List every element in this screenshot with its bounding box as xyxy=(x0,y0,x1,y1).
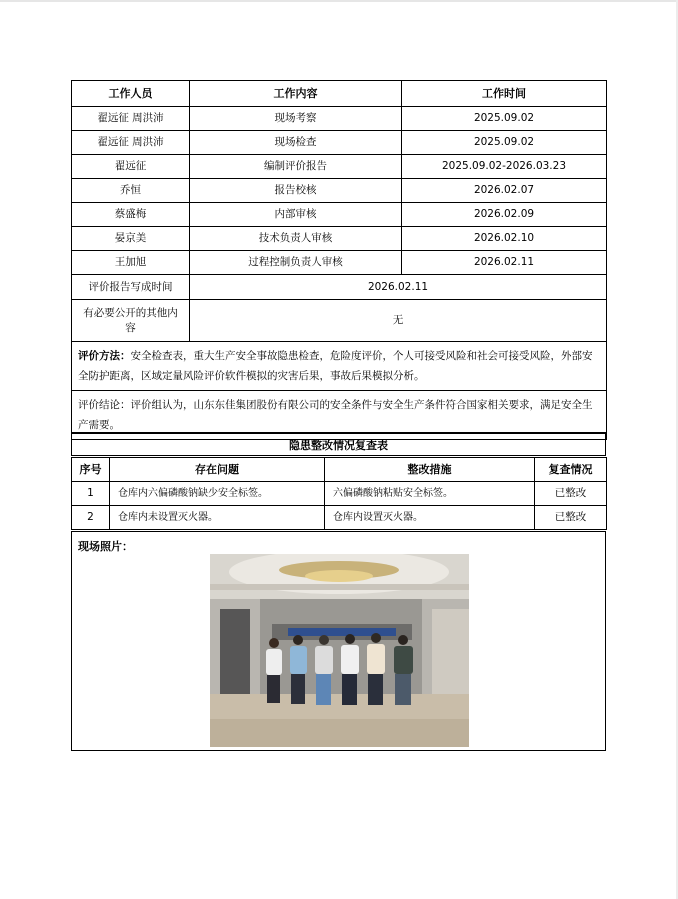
conclusion-cell: 评价结论：评价组认为，山东东佳集团股份有限公司的安全条件与安全生产条件符合国家相关要求，满足安全生产需要。 xyxy=(72,391,607,440)
time-cell: 2026.02.07 xyxy=(402,179,607,203)
photo-label: 现场照片： xyxy=(78,540,133,553)
issues-table-title: 隐患整改情况复查表 xyxy=(71,432,606,456)
person-cell: 翟远征 周洪沛 xyxy=(72,107,190,131)
time-cell: 2026.02.11 xyxy=(402,251,607,275)
method-text: 安全检查表，重大生产安全事故隐患检查，危险度评价，个人可接受风险和社会可接受风险，外部安全防护距离，区域定量风险评价软件模拟的灾害后果，事故后果模拟分析。 xyxy=(78,350,593,382)
task-cell: 技术负责人审核 xyxy=(190,227,402,251)
method-cell xyxy=(72,342,607,391)
report-date-label: 评价报告写成时间 xyxy=(72,275,190,300)
issue-cell: 仓库内未设置灭火器。 xyxy=(110,506,325,530)
header-fix: 整改措施 xyxy=(325,458,535,482)
time-cell: 2025.09.02-2026.03.23 xyxy=(402,155,607,179)
task-cell: 过程控制负责人审核 xyxy=(190,251,402,275)
number-cell: 2 xyxy=(72,506,110,530)
time-cell: 2026.02.10 xyxy=(402,227,607,251)
task-cell: 编制评价报告 xyxy=(190,155,402,179)
table-header-row xyxy=(72,81,607,107)
person-cell: 王加旭 xyxy=(72,251,190,275)
site-photo-section xyxy=(71,531,606,751)
header-number: 序号 xyxy=(72,458,110,482)
header-status: 复查情况 xyxy=(535,458,607,482)
issues-header-row xyxy=(72,458,607,482)
table-row xyxy=(72,155,607,179)
table-row xyxy=(72,179,607,203)
task-cell: 现场考察 xyxy=(190,107,402,131)
time-cell: 2025.09.02 xyxy=(402,131,607,155)
table-row xyxy=(72,482,607,506)
table-row xyxy=(72,203,607,227)
table-row xyxy=(72,227,607,251)
issue-cell: 仓库内六偏磷酸钠缺少安全标签。 xyxy=(110,482,325,506)
status-cell: 已整改 xyxy=(535,506,607,530)
task-cell: 现场检查 xyxy=(190,131,402,155)
time-cell: 2026.02.09 xyxy=(402,203,607,227)
method-row xyxy=(72,342,607,391)
table-row xyxy=(72,131,607,155)
person-cell: 翟远征 xyxy=(72,155,190,179)
disclosure-row xyxy=(72,300,607,342)
table-row xyxy=(72,107,607,131)
person-cell: 翟远征 周洪沛 xyxy=(72,131,190,155)
fix-cell: 仓库内设置灭火器。 xyxy=(325,506,535,530)
report-date-value: 2026.02.11 xyxy=(190,275,607,300)
disclosure-value: 无 xyxy=(190,300,607,342)
person-cell: 蔡盛梅 xyxy=(72,203,190,227)
issues-review-table xyxy=(71,457,607,530)
task-cell: 报告校核 xyxy=(190,179,402,203)
page-top-edge xyxy=(0,0,678,2)
person-cell: 晏京美 xyxy=(72,227,190,251)
header-issue: 存在问题 xyxy=(110,458,325,482)
site-group-photo xyxy=(210,554,469,747)
report-date-row xyxy=(72,275,607,300)
header-personnel: 工作人员 xyxy=(72,81,190,107)
person-cell: 乔恒 xyxy=(72,179,190,203)
time-cell: 2025.09.02 xyxy=(402,107,607,131)
task-cell: 内部审核 xyxy=(190,203,402,227)
table-row xyxy=(72,251,607,275)
header-content: 工作内容 xyxy=(190,81,402,107)
number-cell: 1 xyxy=(72,482,110,506)
work-personnel-table xyxy=(71,80,607,440)
table-row xyxy=(72,506,607,530)
status-cell: 已整改 xyxy=(535,482,607,506)
disclosure-label: 有必要公开的其他内容 xyxy=(72,300,190,342)
fix-cell: 六偏磷酸钠粘贴安全标签。 xyxy=(325,482,535,506)
method-label: 评价方法： xyxy=(78,350,131,362)
header-time: 工作时间 xyxy=(402,81,607,107)
